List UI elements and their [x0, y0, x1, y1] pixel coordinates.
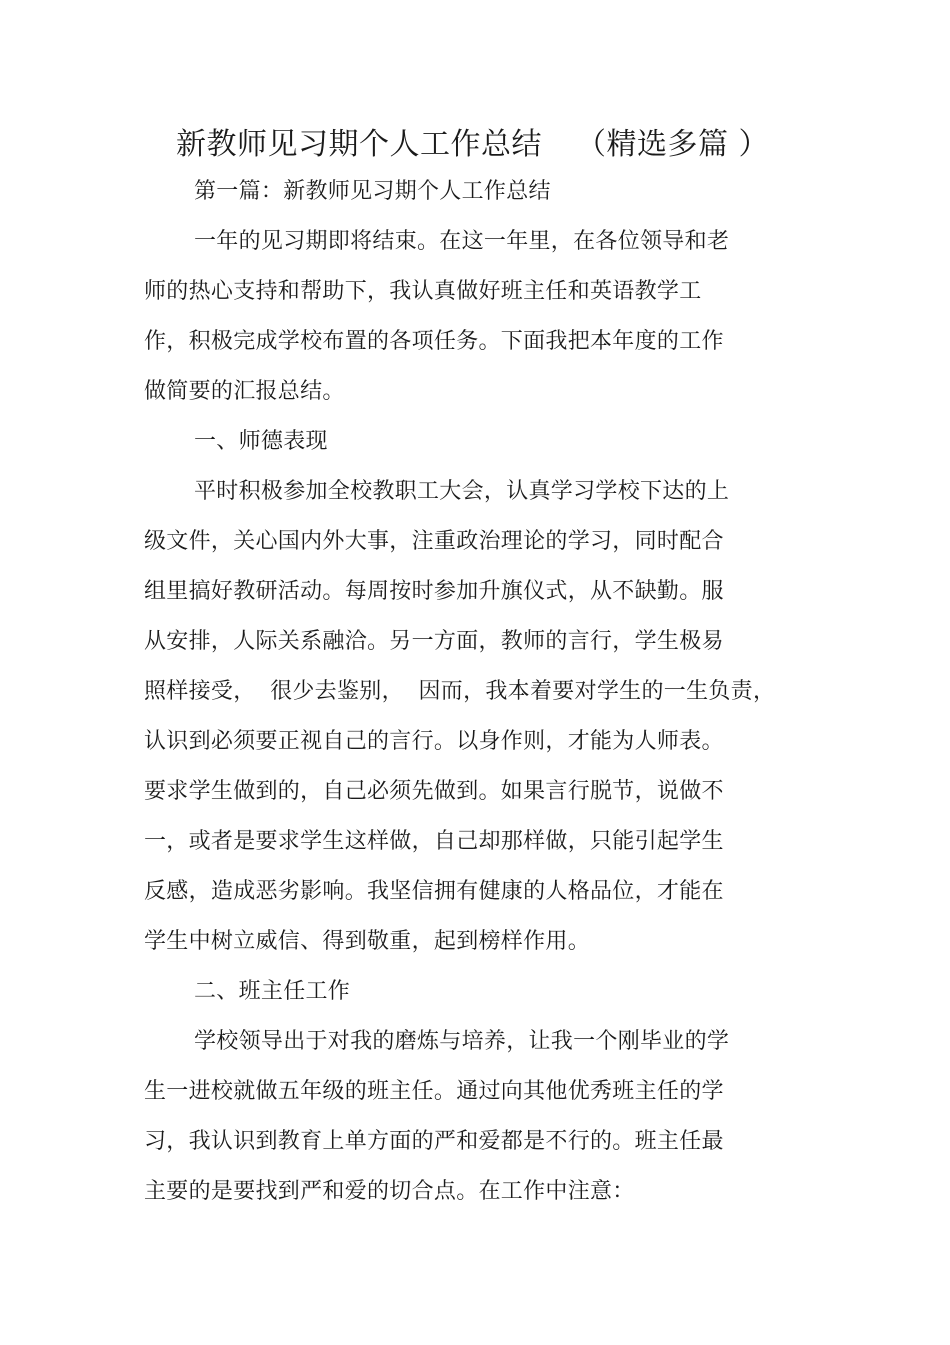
paragraph-line: 照样接受， 很少去鉴别， 因而，我本着要对学生的一生负责，: [144, 679, 776, 704]
paragraph-line: 级文件，关心国内外大事，注重政治理论的学习，同时配合: [144, 529, 724, 554]
paragraph-line: 从安排，人际关系融洽。另一方面，教师的言行，学生极易: [144, 629, 724, 654]
paragraph-line: 做简要的汇报总结。: [144, 379, 345, 404]
paragraph-line: 作，积极完成学校布置的各项任务。下面我把本年度的工作: [144, 329, 724, 354]
paragraph-line: 学生中树立威信、得到敬重，起到榜样作用。: [144, 929, 591, 954]
paragraph-line: 要求学生做到的，自己必须先做到。如果言行脱节，说做不: [144, 779, 724, 804]
document-title: [176, 120, 769, 170]
paragraph-line: 主要的是要找到严和爱的切合点。在工作中注意：: [144, 1179, 635, 1204]
paragraph-line: 一，或者是要求学生这样做，自己却那样做，只能引起学生: [144, 829, 724, 854]
title-main: 新教师见习期个人工作总结: [176, 127, 542, 162]
paragraph-line: 反感，造成恶劣影响。我坚信拥有健康的人格品位，才能在: [144, 879, 724, 904]
paragraph-line: 学校领导出于对我的磨炼与培养，让我一个刚毕业的学: [194, 1029, 730, 1054]
paragraph-line: 组里搞好教研活动。每周按时参加升旗仪式，从不缺勤。服: [144, 579, 724, 604]
section-heading-part-one: 第一篇：新教师见习期个人工作总结: [194, 179, 551, 204]
paragraph-line: 师的热心支持和帮助下，我认真做好班主任和英语教学工: [144, 279, 702, 304]
paragraph-line: 生一进校就做五年级的班主任。通过向其他优秀班主任的学: [144, 1079, 724, 1104]
paragraph-line: 平时积极参加全校教职工大会，认真学习学校下达的上: [194, 479, 730, 504]
section-heading-class-teacher: 二、班主任工作: [194, 979, 351, 1004]
paragraph-line: 习，我认识到教育上单方面的严和爱都是不行的。班主任最: [144, 1129, 724, 1154]
section-heading-ethics: 一、师德表现: [194, 429, 328, 454]
paragraph-line: 一年的见习期即将结束。在这一年里，在各位领导和老: [194, 229, 730, 254]
title-suffix: （精选多篇 ）: [576, 127, 770, 162]
paragraph-line: 认识到必须要正视自己的言行。以身作则，才能为人师表。: [144, 729, 724, 754]
